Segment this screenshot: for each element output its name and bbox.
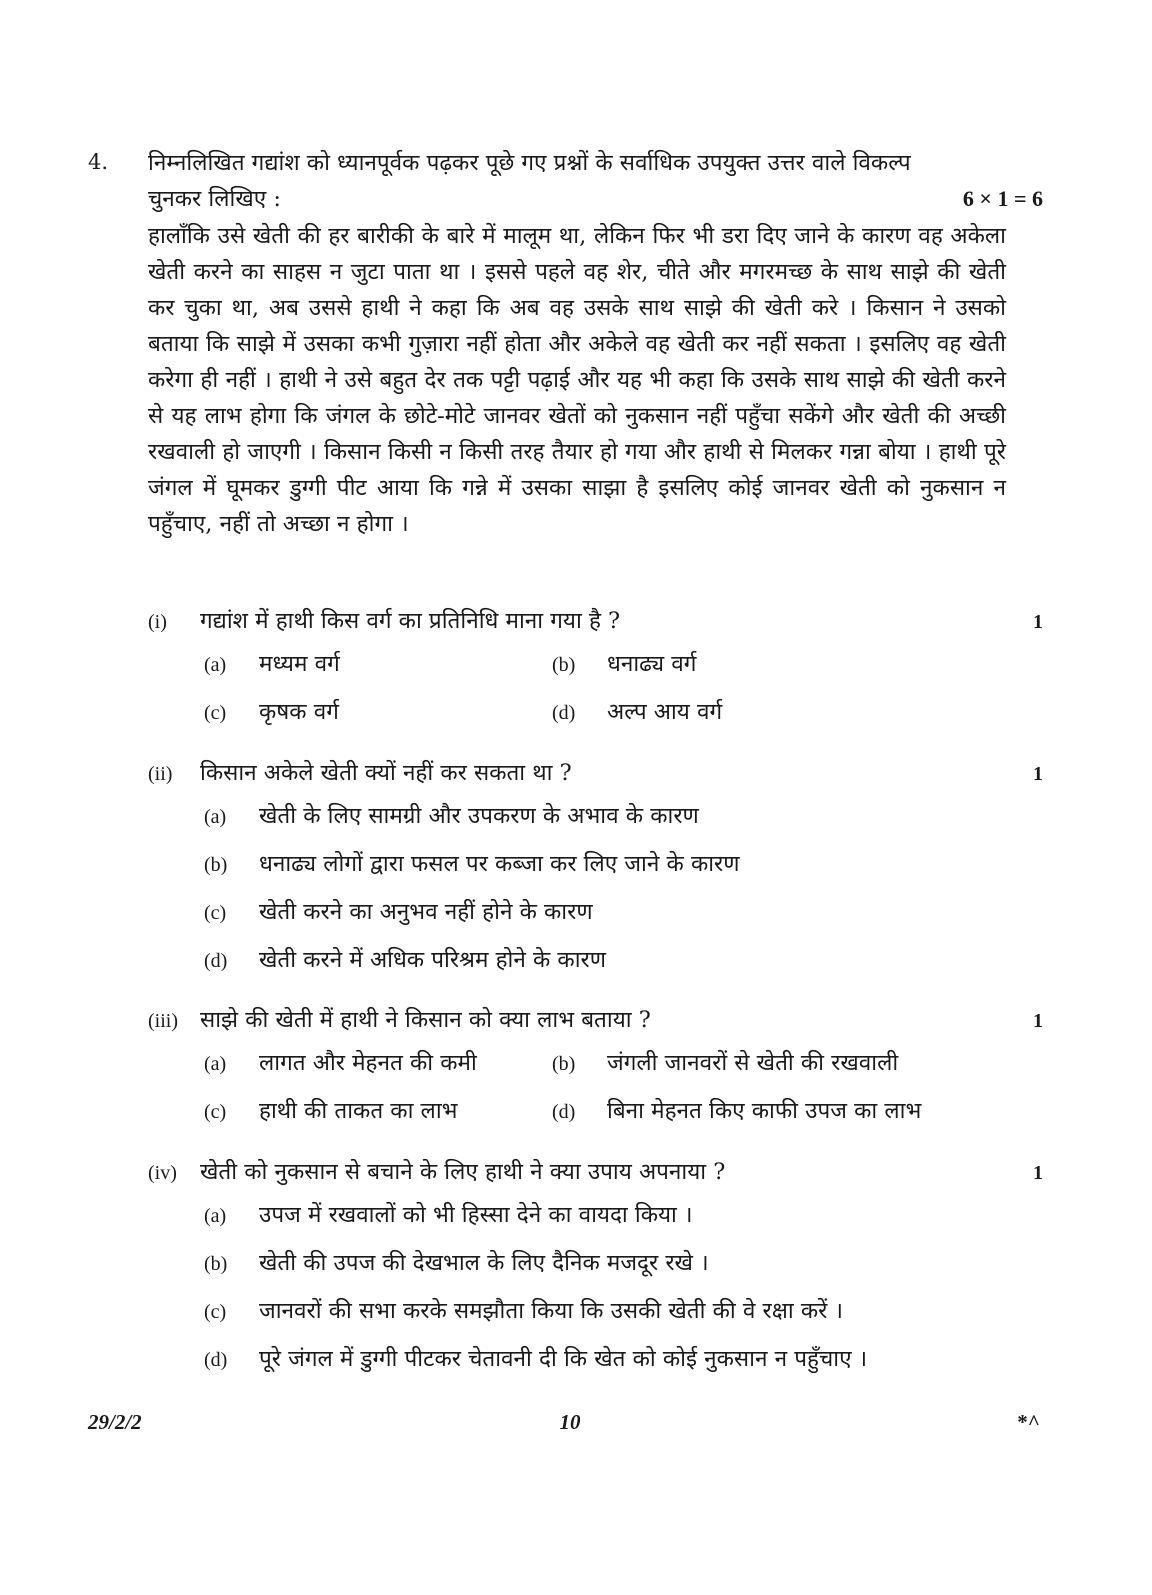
option-label: (a) [204,654,227,676]
subquestion-marks: 1 [1033,1010,1043,1032]
subquestion-3 [148,1003,1043,1142]
option-text: बिना मेहनत किए काफी उपज का लाभ [607,1098,922,1124]
option-c[interactable] [204,895,593,930]
options [204,1198,1043,1377]
option-label: (d) [552,1101,576,1123]
subquestion-4 [148,1155,1043,1390]
options [204,1046,1043,1129]
option-text: जंगली जानवरों से खेती की रखवाली [607,1050,899,1076]
options [204,647,1043,730]
paper-code: 29/2/2 [88,1410,142,1434]
subquestion-number: (iv) [148,1162,177,1184]
subquestion-text: साझे की खेती में हाथी ने किसान को क्या लाभ बताया ? [200,1007,651,1033]
question-instruction [148,145,1043,217]
option-text: उपज में रखवालों को भी हिस्सा देने का वायदा किया । [259,1202,693,1228]
option-label: (a) [204,806,227,828]
option-d[interactable] [204,1342,867,1377]
footer-mark: *^ [1017,1410,1040,1434]
option-label: (d) [204,950,228,972]
option-a[interactable] [204,1198,693,1233]
subquestion-marks: 1 [1033,611,1043,633]
option-label: (c) [204,902,227,924]
option-text: अल्प आय वर्ग [607,699,723,725]
option-text: खेती करने का अनुभव नहीं होने के कारण [259,899,593,925]
total-marks: 6 × 1 = 6 [962,186,1043,211]
page-footer [0,1410,1152,1440]
option-text: कृषक वर्ग [259,699,339,725]
option-text: लागत और मेहनत की कमी [259,1050,477,1076]
option-text: धनाढ्य वर्ग [607,651,697,677]
option-text: जानवरों की सभा करके समझौता किया कि उसकी खेती की वे रक्षा करें । [259,1298,843,1324]
option-label: (d) [552,702,576,724]
subquestion-text: गद्यांश में हाथी किस वर्ग का प्रतिनिधि माना गया है ? [200,608,621,634]
option-text: मध्यम वर्ग [259,651,340,677]
option-text: पूरे जंगल में डुग्गी पीटकर चेतावनी दी कि खेत को कोई नुकसान न पहुँचाए । [259,1346,868,1372]
option-d[interactable] [552,1094,921,1129]
option-label: (b) [552,1053,576,1075]
option-c[interactable] [204,1294,843,1329]
option-label: (a) [204,1053,227,1075]
option-text: हाथी की ताकत का लाभ [259,1098,458,1124]
option-b[interactable] [204,1246,709,1281]
subquestion-marks: 1 [1033,1162,1043,1184]
option-text: खेती के लिए सामग्री और उपकरण के अभाव के कारण [259,803,699,829]
question-number: 4. [88,150,109,174]
option-b[interactable] [204,847,740,882]
option-a[interactable] [204,647,552,682]
option-a[interactable] [204,1046,552,1081]
option-d[interactable] [204,943,606,978]
option-label: (b) [204,854,228,876]
option-b[interactable] [552,1046,898,1081]
page-number: 10 [559,1410,581,1434]
option-label: (b) [204,1253,228,1275]
options [204,799,1043,978]
option-d[interactable] [552,695,722,730]
subquestion-1 [148,604,1043,743]
subquestion-marks: 1 [1033,763,1043,785]
subquestion-number: (i) [148,611,167,633]
option-text: धनाढ्य लोगों द्वारा फसल पर कब्जा कर लिए जाने के कारण [259,851,740,877]
subquestion-text: खेती को नुकसान से बचाने के लिए हाथी ने क्या उपाय अपनाया ? [200,1159,726,1185]
option-c[interactable] [204,1094,552,1129]
option-c[interactable] [204,695,552,730]
option-b[interactable] [552,647,696,682]
subquestion-2 [148,756,1043,991]
option-label: (c) [204,1301,227,1323]
option-text: खेती करने में अधिक परिश्रम होने के कारण [259,947,606,973]
subquestion-text: किसान अकेले खेती क्यों नहीं कर सकता था ? [200,760,572,786]
option-label: (a) [204,1205,227,1227]
option-label: (c) [204,702,227,724]
subquestion-number: (iii) [148,1010,178,1032]
passage-text: हालाँकि उसे खेती की हर बारीकी के बारे में मालूम था, लेकिन फिर भी डरा दिए जाने के कारण वह अकेला खेती करने का साहस न जुटा पाता था । इससे पहले वह शेर, चीते और मगरमच्छ के साथ साझे की खेती कर चुका था, अब उससे हाथी ने कहा कि अब वह उसके साथ साझे की खेती करे । किसान ने उसको बताया कि साझे में उसका कभी गुज़ारा नहीं होता और अकेले वह खेती कर नहीं सकता । इसलिए वह खेती करेगा ही नहीं । हाथी ने उसे बहुत देर तक पट्टी पढ़ाई और यह भी कहा कि उसके साथ साझे की खेती करने से यह लाभ होगा कि जंगल के छोटे-मोटे जानवर खेतों को नुकसान नहीं पहुँचा सकेंगे और खेती की अच्छी रखवाली हो जाएगी । किसान किसी न किसी तरह तैयार हो गया और हाथी से मिलकर गन्ना बोया । हाथी पूरे जंगल में घूमकर डुग्गी पीट आया कि गन्ने में उसका साझा है इसलिए कोई जानवर खेती को नुकसान न पहुँचाए, नहीं तो अच्छा न होगा । [148,223,1006,537]
instruction-line-1: निम्नलिखित गद्यांश को ध्यानपूर्वक पढ़कर पूछे गए प्रश्नों के सर्वाधिक उपयुक्त उत्तर वाले विकल्प [148,150,911,176]
instruction-line-2: चुनकर लिखिए : [148,186,281,212]
option-a[interactable] [204,799,699,834]
subquestion-number: (ii) [148,763,173,785]
option-label: (b) [552,654,576,676]
option-label: (c) [204,1101,227,1123]
option-label: (d) [204,1349,228,1371]
option-text: खेती की उपज की देखभाल के लिए दैनिक मजदूर रखे । [259,1250,709,1276]
